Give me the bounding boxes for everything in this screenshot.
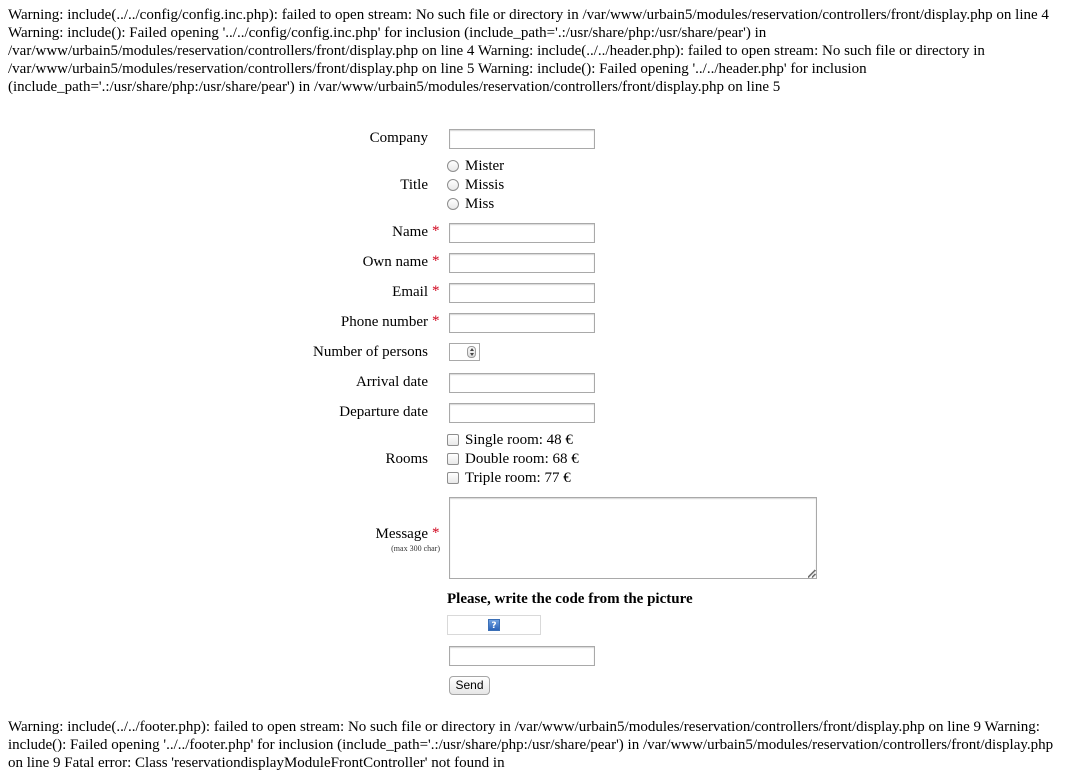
title-option-miss[interactable]: Miss	[447, 194, 494, 213]
persons-stepper[interactable]	[449, 343, 480, 361]
checkbox-triple-room[interactable]	[447, 472, 459, 484]
email-input[interactable]	[449, 283, 595, 303]
email-label: Email *	[392, 283, 440, 300]
arrival-date-input[interactable]	[449, 373, 595, 393]
captcha-image	[447, 615, 541, 635]
persons-label: Number of persons	[313, 344, 428, 360]
company-input[interactable]	[449, 129, 595, 149]
message-textarea[interactable]	[449, 497, 817, 579]
php-warning-top: Warning: include(../../config/config.inc.php): failed to open stream: No such file or directory in /var/www/urbain5/modules/reservation/controllers/front/display.php on line 4 Warning: include(): Failed opening '../../config/config.inc.php' for inclusion (include_path='.:/usr/share/php:/usr/share/pear') in /var/www/urbain5/modules/reservation/controllers/front/display.php on line 4 Warning: include(../../header.php): failed to open stream: No such file or directory in /var/www/urbain5/modules/reservation/controllers/front/display.php on line 5 Warning: include(): Failed opening '../../header.php' for inclusion (include_path='.:/usr/share/php:/usr/share/pear') in /var/www/urbain5/modules/reservation/controllers/front/display.php on line 5	[8, 7, 1049, 95]
captcha-input[interactable]	[449, 646, 595, 666]
php-warning-bottom: Warning: include(../../footer.php): failed to open stream: No such file or directory in /var/www/urbain5/modules/reservation/controllers/front/display.php on line 9 Warning: include(): Failed opening '../../footer.php' for inclusion (include_path='.:/usr/share/php:/usr/share/pear') in /var/www/urbain5/modules/reservation/controllers/front/display.php on line 9 Fatal error: Class 'reservationdisplayModuleFrontController' not found in	[8, 719, 1054, 771]
room-option-double[interactable]: Double room: 68 €	[447, 449, 579, 468]
stepper-arrows-icon[interactable]	[467, 346, 476, 358]
title-option-missis[interactable]: Missis	[447, 175, 504, 194]
message-label: Message *	[375, 525, 440, 542]
name-input[interactable]	[449, 223, 595, 243]
arrival-label: Arrival date	[355, 374, 428, 390]
room-option-triple[interactable]: Triple room: 77 €	[447, 468, 571, 487]
company-label: Company	[369, 130, 428, 146]
missing-image-icon: ?	[488, 619, 500, 631]
phone-input[interactable]	[449, 313, 595, 333]
phone-label: Phone number *	[340, 313, 440, 330]
radio-mister[interactable]	[447, 160, 459, 172]
rooms-label: Rooms	[385, 451, 428, 467]
own-name-input[interactable]	[449, 253, 595, 273]
required-mark: *	[432, 313, 440, 329]
required-mark: *	[432, 283, 440, 299]
own-name-label: Own name *	[362, 253, 440, 270]
departure-label: Departure date	[339, 404, 428, 420]
departure-date-input[interactable]	[449, 403, 595, 423]
name-label: Name *	[392, 223, 440, 240]
radio-miss[interactable]	[447, 198, 459, 210]
resize-grip-icon[interactable]	[808, 570, 816, 578]
radio-missis[interactable]	[447, 179, 459, 191]
title-label: Title	[400, 177, 428, 193]
room-option-single[interactable]: Single room: 48 €	[447, 430, 573, 449]
required-mark: *	[432, 253, 440, 269]
captcha-title: Please, write the code from the picture	[447, 591, 693, 607]
message-hint: (max 300 char)	[391, 544, 440, 553]
required-mark: *	[432, 223, 440, 239]
checkbox-single-room[interactable]	[447, 434, 459, 446]
required-mark: *	[432, 525, 440, 541]
checkbox-double-room[interactable]	[447, 453, 459, 465]
title-option-mister[interactable]: Mister	[447, 156, 504, 175]
send-button[interactable]: Send	[449, 676, 490, 695]
